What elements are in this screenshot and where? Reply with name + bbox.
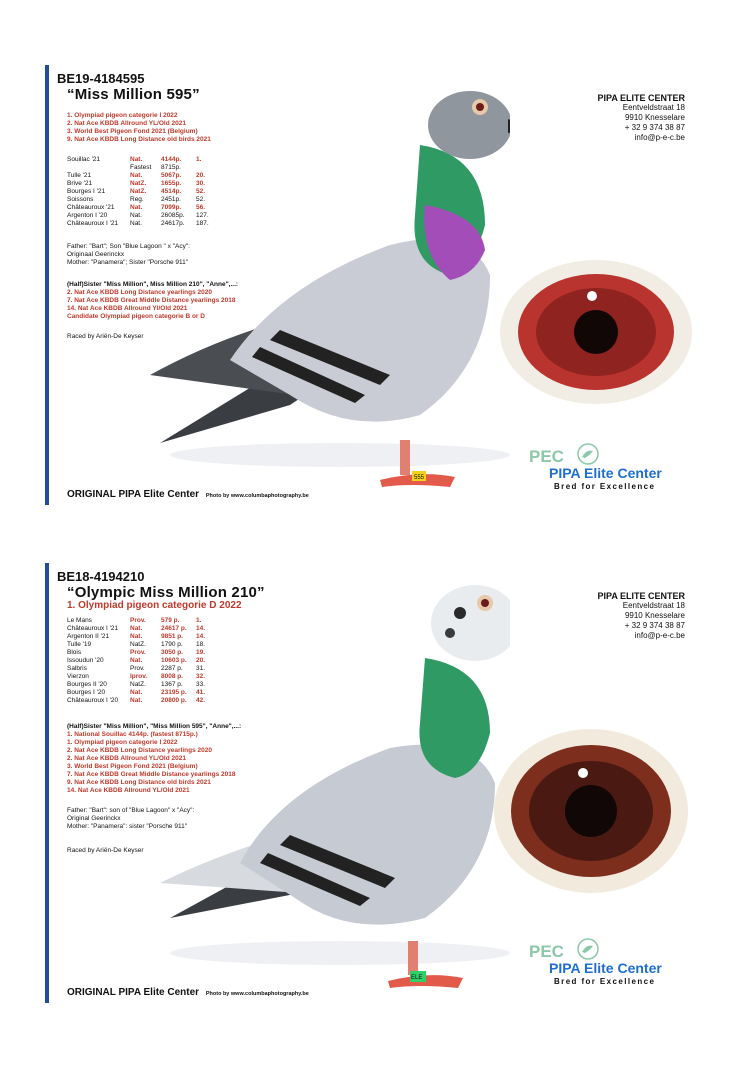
pigeon-subtitle: 1. Olympiad pigeon categorie D 2022 [67, 600, 242, 611]
eye-photo [491, 725, 691, 897]
photo-credit: Photo by www.columbaphotography.be [205, 493, 309, 499]
result-row: Tulle '19 NatZ. 1790 p. 18. [67, 641, 206, 648]
result-row: Châteauroux I '21 Nat. 24617p. 187. [67, 220, 209, 227]
logo-brand: PIPA Elite Center [549, 960, 662, 976]
logo-tagline: Bred for Excellence [554, 482, 656, 491]
achievement-line: Candidate Olympiad pigeon categorie B or D [67, 313, 205, 320]
raced-by: Raced by Ariën-De Keyser [67, 847, 144, 854]
achievement-line: 2. Nat Ace KBDB Long Distance yearlings 2020 [67, 289, 212, 296]
result-row: Blois Prov. 3050 p. 19. [67, 649, 206, 656]
pec-logo [529, 443, 689, 503]
ring-band-text: 555 [414, 475, 425, 481]
pedigree-line: Father: "Bart": son of "Blue Lagoon" x "Acy": [67, 807, 195, 814]
contact-city: 9910 Knesselare [624, 113, 685, 122]
contact-phone: + 32 9 374 38 87 [624, 123, 685, 132]
result-row: Le Mans Prov. 579 p. 1. [67, 617, 202, 624]
result-row: Châteauroux I '21 Nat. 24617 p. 14. [67, 625, 206, 632]
contact-email[interactable]: info@p-e-c.be [634, 631, 685, 640]
card-footer [67, 489, 309, 500]
achievement-line: 1. Olympiad pigeon categorie I 2022 [67, 739, 178, 746]
logo-tagline: Bred for Excellence [554, 977, 656, 986]
logo-short: PEC [529, 942, 564, 961]
accent-bar [45, 563, 49, 1003]
contact-street: Eentveldstraat 18 [622, 601, 685, 610]
achievement-line: 2. Nat Ace KBDB Long Distance yearlings 2020 [67, 747, 212, 754]
achievement-line: (Half)Sister "Miss Million", Miss Million 210", "Anne",...: [67, 281, 239, 288]
raced-by: Raced by Ariën-De Keyser [67, 333, 144, 340]
achievement-line: 9. Nat Ace KBDB Long Distance old birds 2021 [67, 136, 211, 143]
achievement-line: 14. Nat Ace KBDB Allround YL/Old 2021 [67, 787, 190, 794]
contact-name: PIPA ELITE CENTER [597, 591, 685, 601]
contact-street: Eentveldstraat 18 [622, 103, 685, 112]
result-row: Argenton II '21 Nat. 9851 p. 14. [67, 633, 206, 640]
achievement-line: 7. Nat Ace KBDB Great Middle Distance yearlings 2018 [67, 771, 236, 778]
result-row: Tulle '21 Nat. 5067p. 20. [67, 172, 206, 179]
contact-block [597, 93, 685, 143]
eye-photo [497, 257, 695, 407]
pedigree-line: Mother: "Panamera"; Sister "Porsche 911" [67, 259, 189, 266]
ring-number: BE19-4184595 [57, 71, 145, 86]
result-row: Fastest 8715p. [130, 164, 181, 171]
achievement-line: 1. National Souillac 4144p. (fastest 8715p.) [67, 731, 198, 738]
pigeon-card-2 [45, 563, 695, 1003]
card-footer [67, 987, 309, 998]
result-row: Brive '21 NatZ. 1655p. 30. [67, 180, 206, 187]
result-row: Soissons Reg. 2451p. 52. [67, 196, 206, 203]
photo-credit: Photo by www.columbaphotography.be [205, 991, 309, 997]
pigeon-photo [90, 573, 510, 1003]
contact-email[interactable]: info@p-e-c.be [634, 133, 685, 142]
result-row: Châteauroux I '20 Nat. 20800 p. 42. [67, 697, 206, 704]
accent-bar [45, 65, 49, 505]
dove-icon [577, 443, 599, 465]
contact-phone: + 32 9 374 38 87 [624, 621, 685, 630]
result-row: Bourges I '20 Nat. 23195 p. 41. [67, 689, 206, 696]
pedigree-line: Original Geerinckx [67, 815, 121, 822]
pec-logo [529, 938, 689, 998]
achievement-line: (Half)Sister "Miss Million", "Miss Million 595", "Anne",...: [67, 723, 242, 730]
achievement-line: 2. Nat Ace KBDB Allround YL/Old 2021 [67, 120, 186, 127]
result-row: Salbris Prov. 2287 p. 31. [67, 665, 206, 672]
ring-number: BE18-4194210 [57, 569, 145, 584]
pedigree-line: Mother: "Panamera": sister "Porsche 911" [67, 823, 188, 830]
achievement-line: 2. Nat Ace KBDB Allround YL/Old 2021 [67, 755, 186, 762]
result-row: Argenton I '20 Nat. 26085p. 127. [67, 212, 209, 219]
achievement-line: 7. Nat Ace KBDB Great Middle Distance yearlings 2018 [67, 297, 236, 304]
result-row: Bourges I '21 NatZ. 4514p. 52. [67, 188, 206, 195]
result-row: Issoudun '20 Nat. 10603 p. 20. [67, 657, 206, 664]
pigeon-name: “Miss Million 595” [67, 86, 200, 103]
pigeon-name: “Olympic Miss Million 210” [67, 584, 265, 601]
result-row: Souillac '21 Nat. 4144p. 1. [67, 156, 202, 163]
achievement-line: 14. Nat Ace KBDB Allround Yl/Old 2021 [67, 305, 188, 312]
contact-name: PIPA ELITE CENTER [597, 93, 685, 103]
result-row: Châteauroux '21 Nat. 7099p. 56. [67, 204, 206, 211]
footer-label: ORIGINAL PIPA Elite Center [67, 987, 200, 998]
result-row: Vierzon Iprov. 8008 p. 32. [67, 673, 206, 680]
footer-label: ORIGINAL PIPA Elite Center [67, 489, 200, 500]
pedigree-line: Father: "Bart"; Son "Blue Lagoon " x "Acy": [67, 243, 190, 250]
contact-block [597, 591, 685, 641]
pigeon-card-1 [45, 65, 695, 505]
achievement-line: 3. World Best Pigeon Fond 2021 (Belgium) [67, 763, 198, 770]
achievement-line: 3. World Best Pigeon Fond 2021 (Belgium) [67, 128, 198, 135]
contact-city: 9910 Knesselare [624, 611, 685, 620]
result-row: Bourges II '20 NatZ. 1367 p. 33. [67, 681, 206, 688]
logo-short: PEC [529, 447, 564, 466]
logo-brand: PIPA Elite Center [549, 465, 662, 481]
ring-band-text: ELE [411, 975, 423, 981]
achievement-line: 1. Olympiad pigeon categorie I 2022 [67, 112, 178, 119]
achievement-line: 9. Nat Ace KBDB Long Distance old birds 2021 [67, 779, 211, 786]
pedigree-line: Originaal Geerinckx [67, 251, 125, 258]
dove-icon [577, 938, 599, 960]
pigeon-photo [90, 75, 510, 505]
